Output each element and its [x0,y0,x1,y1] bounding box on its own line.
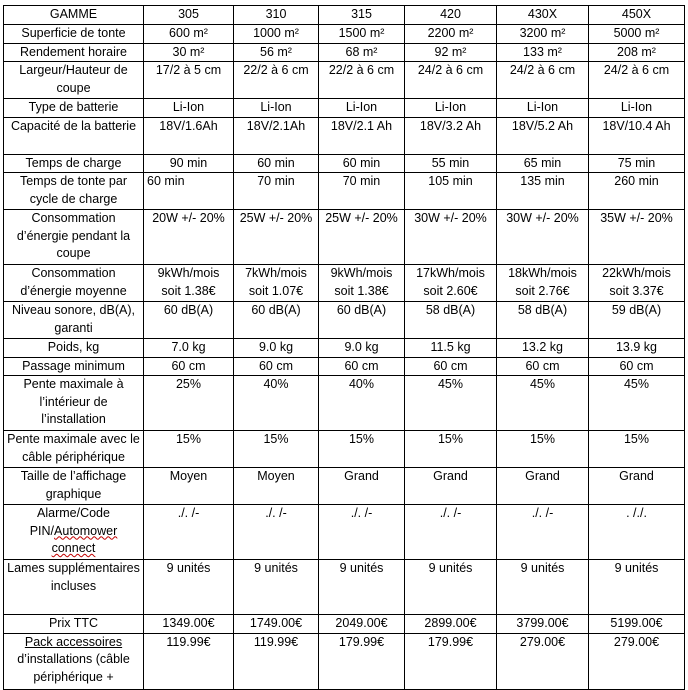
row-label: Consommation d’énergie pendant la coupe [4,210,144,265]
row-label: Lames supplémentaires incluses [4,560,144,615]
table-row-superficie [4,25,685,44]
row-label [4,633,144,689]
cell: 15% [405,431,497,468]
cell: 13.2 kg [497,339,589,358]
cell: 18V/10.4 Ah [589,117,685,154]
cell: 9 unités [589,560,685,615]
cell: 5000 m² [589,25,685,44]
cell: 25W +/- 20% [234,210,319,265]
cell: 90 min [144,154,234,173]
table-row-temps-charge [4,154,685,173]
cell: 15% [234,431,319,468]
cell: 60 min [144,173,234,210]
row-label: Temps de tonte par cycle de charge [4,173,144,210]
table-row-pente-cable [4,431,685,468]
cell: Grand [589,468,685,505]
cell: 9kWh/mois soit 1.38€ [144,265,234,302]
table-row-largeur [4,62,685,99]
cell: 75 min [589,154,685,173]
cell: 15% [497,431,589,468]
cell: 58 dB(A) [405,302,497,339]
table-row-poids [4,339,685,358]
cell: 40% [319,376,405,431]
cell: 55 min [405,154,497,173]
cell: 135 min [497,173,589,210]
cell: 3799.00€ [497,615,589,634]
header-cell-315: 315 [319,6,405,25]
header-cell-420: 420 [405,6,497,25]
cell: 60 cm [497,357,589,376]
cell: Moyen [234,468,319,505]
cell: Li-Ion [497,99,589,118]
cell: Li-Ion [319,99,405,118]
row-label: Niveau sonore, dB(A), garanti [4,302,144,339]
cell: 18V/2.1Ah [234,117,319,154]
cell: 30W +/- 20% [497,210,589,265]
cell: Grand [497,468,589,505]
cell: 70 min [319,173,405,210]
table-row-conso-moyenne [4,265,685,302]
header-row [4,6,685,25]
cell: ./. /- [497,505,589,560]
cell: 18V/1.6Ah [144,117,234,154]
cell: 24/2 à 6 cm [589,62,685,99]
cell: 22kWh/mois soit 3.37€ [589,265,685,302]
cell: 9 unités [234,560,319,615]
cell: 70 min [234,173,319,210]
cell: 15% [319,431,405,468]
cell: 60 min [319,154,405,173]
cell: 9 unités [497,560,589,615]
cell: ./. /- [144,505,234,560]
cell: 60 cm [589,357,685,376]
cell: 18kWh/mois soit 2.76€ [497,265,589,302]
cell: 22/2 à 6 cm [319,62,405,99]
table-row-capacite [4,117,685,154]
cell: 60 dB(A) [144,302,234,339]
row-label: Taille de l’affichage graphique [4,468,144,505]
cell: 15% [589,431,685,468]
header-cell-305: 305 [144,6,234,25]
table-row-passage [4,357,685,376]
cell: 60 min [234,154,319,173]
table-row-rendement [4,43,685,62]
cell: 30W +/- 20% [405,210,497,265]
cell: Li-Ion [589,99,685,118]
header-cell-430x: 430X [497,6,589,25]
table-row-niveau-sonore [4,302,685,339]
cell: Grand [319,468,405,505]
cell: . /./. [589,505,685,560]
cell: 1349.00€ [144,615,234,634]
cell: 11.5 kg [405,339,497,358]
cell: 60 cm [234,357,319,376]
cell: 600 m² [144,25,234,44]
cell: 2049.00€ [319,615,405,634]
row-label: Passage minimum [4,357,144,376]
cell: 25W +/- 20% [319,210,405,265]
row-label: Rendement horaire [4,43,144,62]
row-label-line: PIN/ [29,523,55,538]
row-label: Pente maximale à l’intérieur de l’installation [4,376,144,431]
cell: 13.9 kg [589,339,685,358]
cell: 9 unités [405,560,497,615]
cell: 24/2 à 6 cm [497,62,589,99]
row-label: Temps de charge [4,154,144,173]
table-row-temps-tonte [4,173,685,210]
row-label: Largeur/Hauteur de coupe [4,62,144,99]
cell: ./. /- [319,505,405,560]
cell: Moyen [144,468,234,505]
cell: 20W +/- 20% [144,210,234,265]
cell: Li-Ion [234,99,319,118]
cell: 45% [405,376,497,431]
cell: 60 cm [144,357,234,376]
cell: 1749.00€ [234,615,319,634]
cell: 59 dB(A) [589,302,685,339]
cell: 60 cm [405,357,497,376]
cell: ./. /- [405,505,497,560]
cell: 17/2 à 5 cm [144,62,234,99]
cell: 279.00€ [497,633,589,689]
spec-table [3,5,685,690]
cell: 7kWh/mois soit 1.07€ [234,265,319,302]
header-cell-gamme: GAMME [4,6,144,25]
cell: 17kWh/mois soit 2.60€ [405,265,497,302]
row-label: Pente maximale avec le câble périphérique [4,431,144,468]
cell: 18V/3.2 Ah [405,117,497,154]
row-label-line: d’installations (câble [17,652,130,666]
row-label: Prix TTC [4,615,144,634]
table-row-lames [4,560,685,615]
row-label: Type de batterie [4,99,144,118]
cell: 15% [144,431,234,468]
cell: 60 cm [319,357,405,376]
table-row-alarme [4,505,685,560]
table-row-pack-accessoires [4,633,685,689]
cell: Li-Ion [144,99,234,118]
cell: 179.99€ [405,633,497,689]
cell: 18V/5.2 Ah [497,117,589,154]
cell: Grand [405,468,497,505]
cell: 119.99€ [234,633,319,689]
cell: 35W +/- 20% [589,210,685,265]
header-cell-310: 310 [234,6,319,25]
cell: 208 m² [589,43,685,62]
row-label-line: périphérique + [33,669,114,684]
cell: Li-Ion [405,99,497,118]
cell: ./. /- [234,505,319,560]
cell: 58 dB(A) [497,302,589,339]
cell: 9 unités [319,560,405,615]
cell: 9.0 kg [319,339,405,358]
pack-accessoires-link[interactable]: Pack accessoires [24,634,123,649]
cell: 1500 m² [319,25,405,44]
cell: 260 min [589,173,685,210]
row-label-line: connect [51,541,96,555]
cell: 40% [234,376,319,431]
cell: 1000 m² [234,25,319,44]
row-label: Poids, kg [4,339,144,358]
cell: 119.99€ [144,633,234,689]
row-label: Superficie de tonte [4,25,144,44]
cell: 30 m² [144,43,234,62]
cell: 2899.00€ [405,615,497,634]
cell: 68 m² [319,43,405,62]
row-label: Consommation d’énergie moyenne [4,265,144,302]
cell: 7.0 kg [144,339,234,358]
cell: 179.99€ [319,633,405,689]
cell: 5199.00€ [589,615,685,634]
row-label [4,505,144,560]
table-row-prix [4,615,685,634]
cell: 2200 m² [405,25,497,44]
cell: 9kWh/mois soit 1.38€ [319,265,405,302]
cell: 65 min [497,154,589,173]
table-row-pente-interieur [4,376,685,431]
cell: 60 dB(A) [234,302,319,339]
automower-connect-term: Automower [54,523,118,538]
cell: 105 min [405,173,497,210]
cell: 18V/2.1 Ah [319,117,405,154]
cell: 45% [497,376,589,431]
cell: 24/2 à 6 cm [405,62,497,99]
cell: 9.0 kg [234,339,319,358]
header-cell-450x: 450X [589,6,685,25]
table-row-affichage [4,468,685,505]
cell: 56 m² [234,43,319,62]
cell: 3200 m² [497,25,589,44]
cell: 60 dB(A) [319,302,405,339]
row-label: Capacité de la batterie [4,117,144,154]
cell: 133 m² [497,43,589,62]
cell: 45% [589,376,685,431]
cell: 9 unités [144,560,234,615]
cell: 22/2 à 6 cm [234,62,319,99]
cell: 279.00€ [589,633,685,689]
row-label-line: Alarme/Code [37,506,110,520]
table-row-conso-coupe [4,210,685,265]
cell: 92 m² [405,43,497,62]
cell: 25% [144,376,234,431]
table-row-batterie-type [4,99,685,118]
